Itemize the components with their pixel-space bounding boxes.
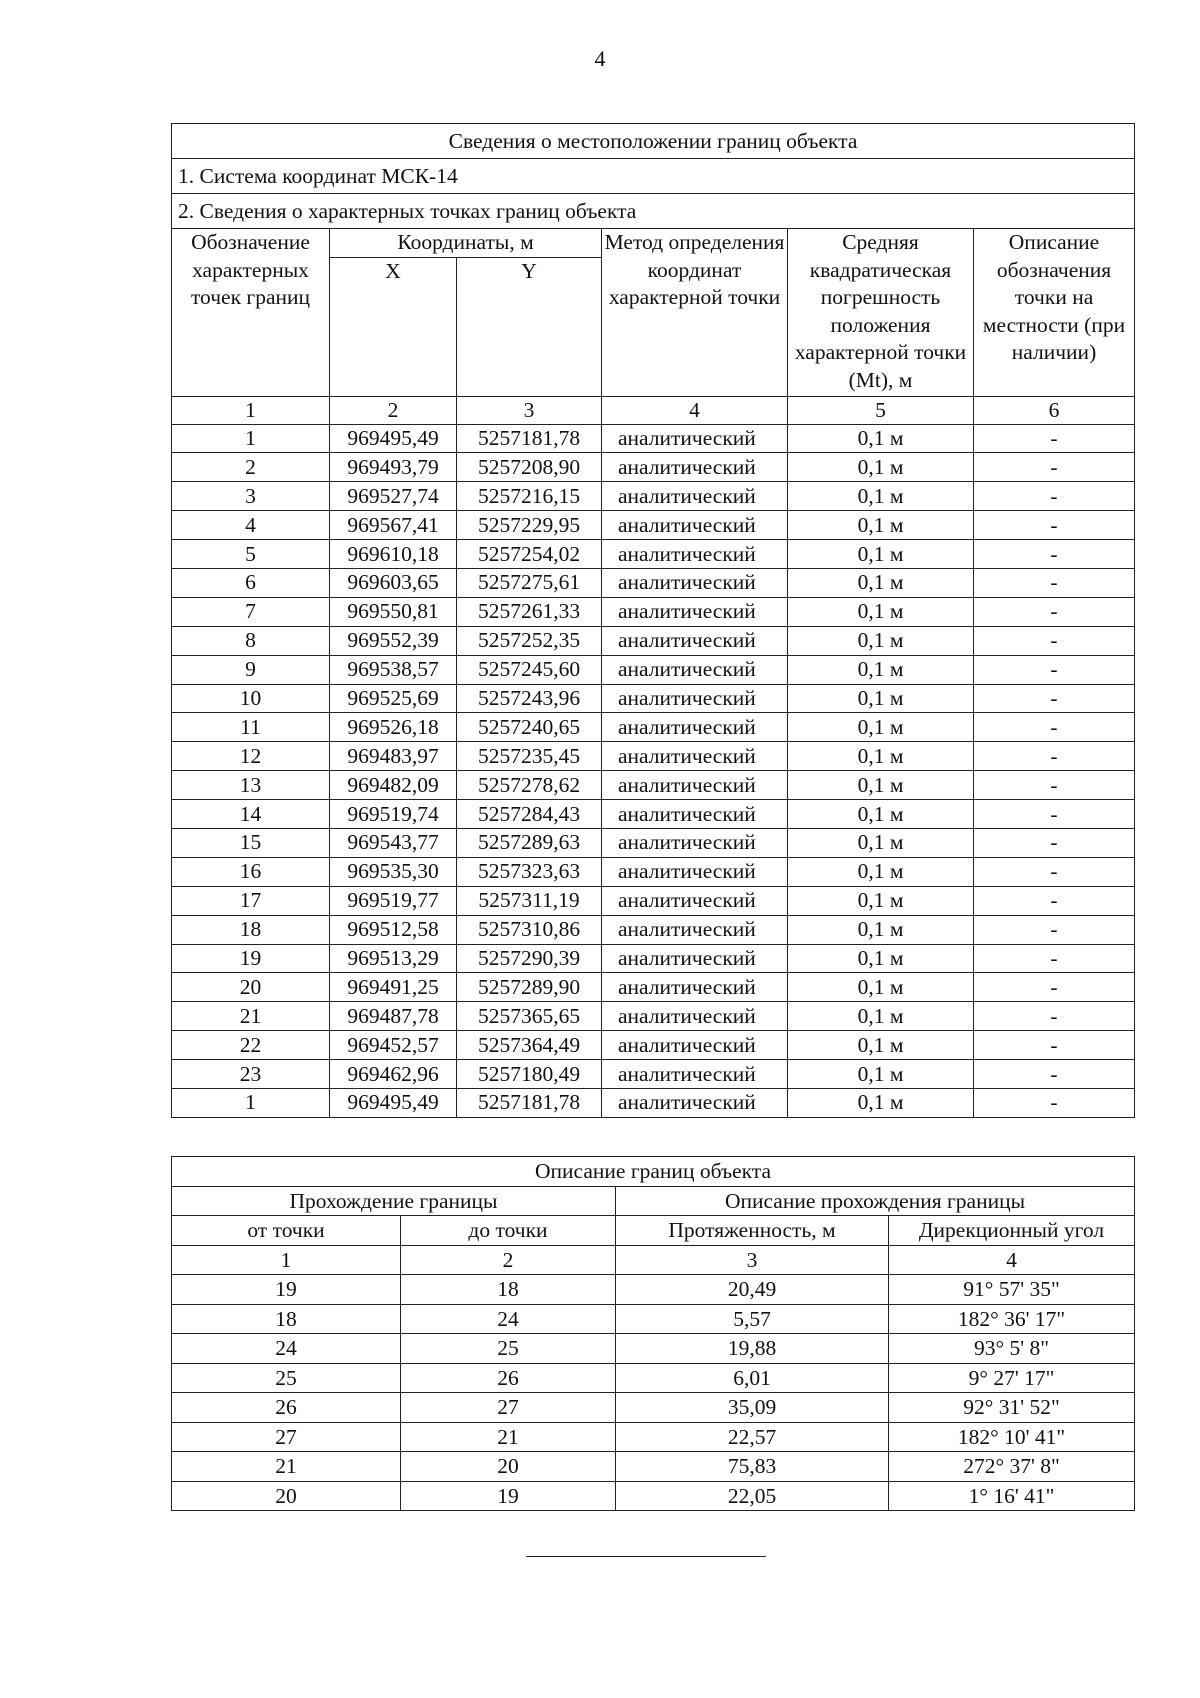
coord-x: 969495,49	[330, 424, 457, 453]
mean-error: 0,1 м	[788, 857, 974, 886]
coords-table-title: Сведения о местоположении границ объекта	[172, 124, 1135, 159]
table-row	[172, 540, 1135, 569]
point-description: -	[974, 540, 1135, 569]
method: аналитический	[602, 597, 788, 626]
point-number: 1	[172, 1088, 330, 1117]
table-row	[172, 655, 1135, 684]
point-number: 15	[172, 828, 330, 857]
coord-y: 5257254,02	[457, 540, 602, 569]
bounds-table-title: Описание границ объекта	[172, 1157, 1135, 1187]
method: аналитический	[602, 800, 788, 829]
table-row	[172, 944, 1135, 973]
coord-y: 5257240,65	[457, 713, 602, 742]
header-passage-description: Описание прохождения границы	[616, 1186, 1135, 1216]
point-description: -	[974, 424, 1135, 453]
header-x: X	[330, 257, 457, 396]
to-point: 25	[401, 1334, 616, 1364]
coord-x: 969513,29	[330, 944, 457, 973]
direction-angle: 182° 10' 41"	[889, 1422, 1135, 1452]
bounds-table-body	[172, 1275, 1135, 1511]
method: аналитический	[602, 540, 788, 569]
segment-length: 22,05	[616, 1481, 889, 1511]
point-description: -	[974, 857, 1135, 886]
to-point: 18	[401, 1275, 616, 1305]
point-description: -	[974, 511, 1135, 540]
column-number: 2	[401, 1245, 616, 1275]
mean-error: 0,1 м	[788, 482, 974, 511]
method: аналитический	[602, 915, 788, 944]
point-number: 9	[172, 655, 330, 684]
direction-angle: 1° 16' 41"	[889, 1481, 1135, 1511]
mean-error: 0,1 м	[788, 800, 974, 829]
method: аналитический	[602, 1060, 788, 1089]
coord-x: 969526,18	[330, 713, 457, 742]
point-description: -	[974, 597, 1135, 626]
mean-error: 0,1 м	[788, 1088, 974, 1117]
point-number: 8	[172, 626, 330, 655]
coord-y: 5257245,60	[457, 655, 602, 684]
coord-x: 969550,81	[330, 597, 457, 626]
mean-error: 0,1 м	[788, 684, 974, 713]
method: аналитический	[602, 828, 788, 857]
coord-x: 969483,97	[330, 742, 457, 771]
column-number: 1	[172, 396, 330, 424]
mean-error: 0,1 м	[788, 771, 974, 800]
section-heading: 2. Сведения о характерных точках границ объекта	[172, 194, 1135, 229]
table-row	[172, 1363, 1135, 1393]
coordinate-system: 1. Система координат МСК-14	[172, 159, 1135, 194]
coord-y: 5257290,39	[457, 944, 602, 973]
table-row	[172, 1304, 1135, 1334]
point-description: -	[974, 771, 1135, 800]
method: аналитический	[602, 511, 788, 540]
mean-error: 0,1 м	[788, 886, 974, 915]
mean-error: 0,1 м	[788, 1002, 974, 1031]
coordinates-table	[171, 123, 1135, 1118]
from-point: 21	[172, 1452, 401, 1482]
segment-length: 19,88	[616, 1334, 889, 1364]
coord-y: 5257261,33	[457, 597, 602, 626]
mean-error: 0,1 м	[788, 540, 974, 569]
coord-x: 969495,49	[330, 1088, 457, 1117]
coord-x: 969487,78	[330, 1002, 457, 1031]
mean-error: 0,1 м	[788, 915, 974, 944]
table-row	[172, 1060, 1135, 1089]
point-number: 21	[172, 1002, 330, 1031]
to-point: 20	[401, 1452, 616, 1482]
boundary-description-table	[171, 1156, 1135, 1511]
point-description: -	[974, 1002, 1135, 1031]
point-description: -	[974, 915, 1135, 944]
point-description: -	[974, 482, 1135, 511]
method: аналитический	[602, 568, 788, 597]
header-from: от точки	[172, 1216, 401, 1246]
header-method: Метод определения координат характерной точки	[602, 229, 788, 397]
direction-angle: 91° 57' 35"	[889, 1275, 1135, 1305]
coord-x: 969567,41	[330, 511, 457, 540]
mean-error: 0,1 м	[788, 424, 974, 453]
point-number: 14	[172, 800, 330, 829]
column-numbers-row	[172, 1245, 1135, 1275]
mean-error: 0,1 м	[788, 597, 974, 626]
segment-length: 35,09	[616, 1393, 889, 1423]
segment-length: 6,01	[616, 1363, 889, 1393]
coord-x: 969538,57	[330, 655, 457, 684]
point-number: 5	[172, 540, 330, 569]
coord-x: 969452,57	[330, 1031, 457, 1060]
header-description: Описание обозначения точки на местности (при наличии)	[974, 229, 1135, 397]
point-number: 23	[172, 1060, 330, 1089]
column-number: 3	[616, 1245, 889, 1275]
to-point: 27	[401, 1393, 616, 1423]
coord-y: 5257278,62	[457, 771, 602, 800]
column-number: 6	[974, 396, 1135, 424]
point-description: -	[974, 742, 1135, 771]
from-point: 24	[172, 1334, 401, 1364]
coord-x: 969462,96	[330, 1060, 457, 1089]
method: аналитический	[602, 742, 788, 771]
direction-angle: 272° 37' 8"	[889, 1452, 1135, 1482]
point-description: -	[974, 944, 1135, 973]
coord-y: 5257208,90	[457, 453, 602, 482]
table-row	[172, 1002, 1135, 1031]
point-description: -	[974, 626, 1135, 655]
coord-x: 969603,65	[330, 568, 457, 597]
point-number: 6	[172, 568, 330, 597]
method: аналитический	[602, 1002, 788, 1031]
table-row	[172, 1334, 1135, 1364]
coord-x: 969519,74	[330, 800, 457, 829]
coord-y: 5257180,49	[457, 1060, 602, 1089]
point-description: -	[974, 684, 1135, 713]
point-description: -	[974, 453, 1135, 482]
point-number: 1	[172, 424, 330, 453]
table-row	[172, 453, 1135, 482]
point-number: 22	[172, 1031, 330, 1060]
mean-error: 0,1 м	[788, 973, 974, 1002]
point-number: 12	[172, 742, 330, 771]
coord-x: 969491,25	[330, 973, 457, 1002]
method: аналитический	[602, 655, 788, 684]
coord-y: 5257289,90	[457, 973, 602, 1002]
point-number: 2	[172, 453, 330, 482]
point-description: -	[974, 713, 1135, 742]
coord-y: 5257216,15	[457, 482, 602, 511]
method: аналитический	[602, 1031, 788, 1060]
method: аналитический	[602, 424, 788, 453]
method: аналитический	[602, 713, 788, 742]
to-point: 26	[401, 1363, 616, 1393]
coord-x: 969535,30	[330, 857, 457, 886]
point-description: -	[974, 1060, 1135, 1089]
point-number: 17	[172, 886, 330, 915]
table-row	[172, 886, 1135, 915]
table-row	[172, 424, 1135, 453]
direction-angle: 182° 36' 17"	[889, 1304, 1135, 1334]
point-description: -	[974, 1088, 1135, 1117]
point-number: 11	[172, 713, 330, 742]
direction-angle: 92° 31' 52"	[889, 1393, 1135, 1423]
mean-error: 0,1 м	[788, 1031, 974, 1060]
mean-error: 0,1 м	[788, 742, 974, 771]
coord-y: 5257310,86	[457, 915, 602, 944]
coord-y: 5257323,63	[457, 857, 602, 886]
point-number: 4	[172, 511, 330, 540]
from-point: 19	[172, 1275, 401, 1305]
table-row	[172, 973, 1135, 1002]
segment-length: 20,49	[616, 1275, 889, 1305]
end-divider	[526, 1556, 766, 1557]
point-number: 19	[172, 944, 330, 973]
column-number: 4	[889, 1245, 1135, 1275]
table-row	[172, 857, 1135, 886]
point-number: 18	[172, 915, 330, 944]
method: аналитический	[602, 684, 788, 713]
coord-y: 5257243,96	[457, 684, 602, 713]
mean-error: 0,1 м	[788, 713, 974, 742]
segment-length: 5,57	[616, 1304, 889, 1334]
column-number: 4	[602, 396, 788, 424]
method: аналитический	[602, 482, 788, 511]
mean-error: 0,1 м	[788, 828, 974, 857]
header-angle: Дирекционный угол	[889, 1216, 1135, 1246]
coord-y: 5257235,45	[457, 742, 602, 771]
coords-table-body	[172, 424, 1135, 1117]
coord-x: 969543,77	[330, 828, 457, 857]
coord-y: 5257181,78	[457, 424, 602, 453]
point-description: -	[974, 828, 1135, 857]
point-description: -	[974, 800, 1135, 829]
point-description: -	[974, 1031, 1135, 1060]
table-row	[172, 684, 1135, 713]
header-length: Протяженность, м	[616, 1216, 889, 1246]
coord-y: 5257181,78	[457, 1088, 602, 1117]
coord-x: 969519,77	[330, 886, 457, 915]
point-description: -	[974, 973, 1135, 1002]
table-row	[172, 626, 1135, 655]
from-point: 25	[172, 1363, 401, 1393]
segment-length: 22,57	[616, 1422, 889, 1452]
coord-x: 969493,79	[330, 453, 457, 482]
point-description: -	[974, 655, 1135, 684]
table-row	[172, 1275, 1135, 1305]
table-row	[172, 1481, 1135, 1511]
point-number: 16	[172, 857, 330, 886]
method: аналитический	[602, 886, 788, 915]
table-row	[172, 1031, 1135, 1060]
header-designation: Обозначение характерных точек границ	[172, 229, 330, 397]
point-description: -	[974, 568, 1135, 597]
segment-length: 75,83	[616, 1452, 889, 1482]
mean-error: 0,1 м	[788, 511, 974, 540]
point-number: 20	[172, 973, 330, 1002]
table-row	[172, 1452, 1135, 1482]
method: аналитический	[602, 771, 788, 800]
from-point: 27	[172, 1422, 401, 1452]
coord-x: 969525,69	[330, 684, 457, 713]
mean-error: 0,1 м	[788, 1060, 974, 1089]
table-row	[172, 713, 1135, 742]
from-point: 18	[172, 1304, 401, 1334]
header-passage: Прохождение границы	[172, 1186, 616, 1216]
column-number: 3	[457, 396, 602, 424]
table-row	[172, 568, 1135, 597]
coord-y: 5257311,19	[457, 886, 602, 915]
point-number: 13	[172, 771, 330, 800]
direction-angle: 93° 5' 8"	[889, 1334, 1135, 1364]
coord-y: 5257365,65	[457, 1002, 602, 1031]
coord-y: 5257275,61	[457, 568, 602, 597]
point-number: 7	[172, 597, 330, 626]
mean-error: 0,1 м	[788, 655, 974, 684]
point-description: -	[974, 886, 1135, 915]
coord-y: 5257252,35	[457, 626, 602, 655]
table-row	[172, 1422, 1135, 1452]
table-row	[172, 742, 1135, 771]
header-error: Средняя квадратическая погрешность положения характерной точки (Mt), м	[788, 229, 974, 397]
coord-x: 969527,74	[330, 482, 457, 511]
header-to: до точки	[401, 1216, 616, 1246]
column-number: 2	[330, 396, 457, 424]
method: аналитический	[602, 973, 788, 1002]
table-row	[172, 597, 1135, 626]
header-coordinates: Координаты, м	[330, 229, 602, 258]
from-point: 26	[172, 1393, 401, 1423]
coord-y: 5257284,43	[457, 800, 602, 829]
table-row	[172, 1088, 1135, 1117]
mean-error: 0,1 м	[788, 944, 974, 973]
table-row	[172, 1393, 1135, 1423]
column-numbers-row	[172, 396, 1135, 424]
direction-angle: 9° 27' 17"	[889, 1363, 1135, 1393]
method: аналитический	[602, 453, 788, 482]
point-number: 3	[172, 482, 330, 511]
table-row	[172, 915, 1135, 944]
page-number: 4	[594, 46, 606, 71]
coord-x: 969552,39	[330, 626, 457, 655]
column-number: 5	[788, 396, 974, 424]
mean-error: 0,1 м	[788, 626, 974, 655]
column-number: 1	[172, 1245, 401, 1275]
method: аналитический	[602, 626, 788, 655]
coord-y: 5257364,49	[457, 1031, 602, 1060]
mean-error: 0,1 м	[788, 568, 974, 597]
to-point: 24	[401, 1304, 616, 1334]
table-row	[172, 771, 1135, 800]
method: аналитический	[602, 944, 788, 973]
table-row	[172, 482, 1135, 511]
coord-y: 5257289,63	[457, 828, 602, 857]
method: аналитический	[602, 857, 788, 886]
method: аналитический	[602, 1088, 788, 1117]
coord-x: 969512,58	[330, 915, 457, 944]
to-point: 21	[401, 1422, 616, 1452]
table-row	[172, 800, 1135, 829]
to-point: 19	[401, 1481, 616, 1511]
coord-y: 5257229,95	[457, 511, 602, 540]
mean-error: 0,1 м	[788, 453, 974, 482]
header-y: Y	[457, 257, 602, 396]
point-number: 10	[172, 684, 330, 713]
coord-x: 969610,18	[330, 540, 457, 569]
coord-x: 969482,09	[330, 771, 457, 800]
table-row	[172, 511, 1135, 540]
from-point: 20	[172, 1481, 401, 1511]
table-row	[172, 828, 1135, 857]
